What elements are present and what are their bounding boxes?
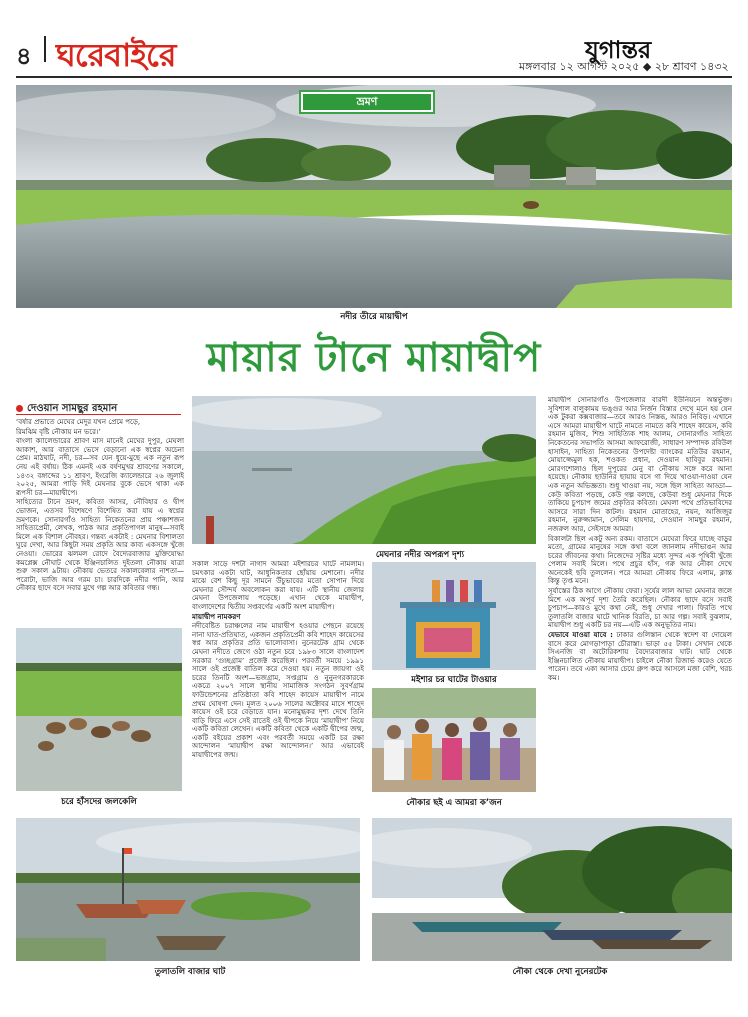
group-caption: নৌকার ছই এ আমরা ক’জন (406, 798, 502, 808)
article-paragraph: বাংলা ক্যালেন্ডারের শ্রাবণ মাস মানেই মেঘের দুপুর, মেঘলা আকাশ, আর বাতাসে ভেসে বেড়ানো এক স্বপ্নের অচেনা প্রেম। মাঠঘাট, নদী, চর—সব যেন ধুয়ে-মুছে এক নতুন রূপ নেয় এই বর্ষায়। ঠিক এমনই এক বর্ষণমুখর শ্রাবণের সকালে, ১৪৩২ বঙ্গাব্দের ১১ শ্রাবণ, ইংরেজি ক্যালেন্ডারে ২৬ জুলাই ২০২৫, আমরা পাড়ি দিই মেঘনার বুকে ভেসে থাকা এক রূপসী চর—মায়াদ্বীপে। (16, 437, 184, 497)
ducks-image (16, 628, 182, 791)
tower-caption: মইশার চর ঘাটের টাওয়ার (411, 675, 497, 685)
tulatoli-caption: তুলাতলি বাজার ঘাট (154, 967, 226, 977)
meghna-image (192, 396, 536, 544)
section-logo: ঘরেবাইরে (56, 36, 176, 74)
article-column-2 (192, 560, 364, 810)
article-paragraph: সকাল সাড়ে দশটা নাগাদ আমরা মইশারচর ঘাটে নামলাম। চমৎকার একটা ঘাট, আধুনিকতার ছোঁয়ায় মেশানো। নদীর মাঝে বেশ কিছু দূর সামনে উঁচুভাবের মতো সোপান দিয়ে মেঘনার সৌন্দর্য অবলোকন করা যায়। এটি স্থানীয় জেলার মেঘনা উপজেলায় পড়েছে। এখান থেকে মায়াদ্বীপ, বাংলাদেশের দ্বিতীয় সপ্তবর্গের একটি অংশ মায়াদ্বীপ। (192, 560, 364, 611)
group-photo (372, 688, 536, 792)
article-column-3 (548, 396, 732, 806)
tower-image (372, 562, 536, 670)
group-image (372, 688, 536, 792)
article-paragraph: সূর্যাস্তের ঠিক আগে নৌকায় ফেরা। সূর্যের লাল আভা মেঘনার জলে মিশে এক অপূর্ব দৃশ্য তৈরি করেছিল। নৌকার ছাদে বসে সবাই চুপচাপ—কারও মুখে কথা নেই, শুধু দেখার পালা। ফিরতি পথে তুলাতলি বাজার ঘাটে খানিক বিরতি, চা আর গল্প। সবাই বুঝলাম, মায়াদ্বীপ শুধু একটি চর নয়—এটি এক অনুভূতির নাম। (548, 587, 732, 630)
masthead: যুগান্তর (585, 35, 652, 64)
tulatoli-photo (16, 818, 360, 961)
hero-caption: নদীর তীরে মায়াদ্বীপ (340, 312, 408, 322)
article-paragraph: বিকালটা ছিল একটু অন্য রকম। বাতাসে মেঘেরা ফিরে যাচ্ছে বাড়ুর মতো, গ্রামের মানুষের সঙ্গে কথা বলে জানলাম নদীভাঙন আর চরের জীবনের কথা। নিজেদের সৃষ্টির মধ্যে সুন্দর এক পৃথিবী খুঁজে পেলাম সবাই মিলে। পথে প্রচুর হাঁস, গরু আর নৌকা দেখে অনেকেই ছবি তুললেন। পরে আমরা নৌকায় ফিরে এলাম, ক্লান্ত কিন্তু তৃপ্ত মনে। (548, 534, 732, 586)
boat-view-photo (372, 818, 732, 961)
article-paragraph: নদীবেষ্টিত চরাঞ্চলের নাম মায়াদ্বীপ হওয়ার পেছনে রয়েছে নানা ঘাত-প্রতিঘাত, একজন প্রকৃতিপ্রেমী কবি শাহেদ কায়েসের স্বপ্ন আর প্রকৃতির প্রতি ভালোবাসা। নুনেরটেক গ্রাম থেকে মেঘনা নদীতে জেগে ওঠা নতুন চরে ১৯৮৩ সালে বাংলাদেশ সরকার ‘গুচ্ছগ্রাম’ প্রজেক্ট করেছিল। পরবর্তী সময়ে ১৯৯১ সালে ওই প্রজেক্ট বাতিল করে দেওয়া হয়। নতুন জায়গা ওই চরের তিনটি অংশ—ভজগ্রাম, সপ্তগ্রাম ও নুনুনগরকারকে একত্রে ২০০৭ সালে স্থানীয় সামাজিক সংগঠন সুবর্ণগ্রাম ফাউন্ডেশনের প্রতিষ্ঠাতা কবি শাহেদ কায়েস মায়াদ্বীপ নামে প্রথম ঘোষণা দেন। মূলত ২০০৬ সালের অক্টোবর মাসে শাহেদ কায়েস ওই চরে বেড়াতে যান। মনোমুগ্ধকর দৃশ্য দেখে তিনি বাড়ি ফিরে এসে সেই রাতেই ওই দ্বীপকে নিয়ে ‘মায়াদ্বীপ’ নিয়ে একটি কবিতা লেখেন। একটি কবিতা থেকে একটি দ্বীপের জন্ম, একটি বইয়ের প্রকাশ এবং পরবর্তী সময়ে একটি চর রক্ষা আন্দোলন ‘মায়াদ্বীপ রক্ষা আন্দোলন।’ আর এভাবেই মায়াদ্বীপের জন্ম। (192, 622, 364, 760)
article-paragraph: মায়াদ্বীপ সোনারগাঁও উপজেলার বারদী ইউনিয়নে অন্তর্ভুক্ত। সুবিশাল বালুকাময় ভঙ্গুর আর নির্জন বিস্তার দেখে মনে হয় যেন এক টুকরা কক্সবাজার—তবে আরও নিস্তব্ধ, আরও নিবিড়। এখানে এসে আমরা মায়াদ্বীপ ঘাটে নামতে নামতে কবি শাহেদ কায়েস, কবি রহমান মুজিব, শিশু সাহিত্যিক শাহ আলম, সোনারগাঁও সাহিত্য নিকেতনের সভাপতি আসমা আফরোজী, সাধারণ সম্পাদক রবিউল হাসাইন, সাহিত্য নিকেতনের উপদেষ্টা ব্যাংকের মতিউর রহমান, মোয়াজ্জেমুল হক, শওকত প্রধান, দেওয়ান হাবিবুর রহমান। মোরগশোলাও ছিল দুপুরের মেনু বা নৌকায় সঙ্গে করে আনা হয়েছে। নৌকায় ছাউনির ছায়ায় বসে গা দিয়ে খাওয়া-দাওয়া যেন এক নতুন অভিজ্ঞতা। শুধু খাওয়া নয়, সঙ্গে ছিল সাহিত্য আড্ডা—কেউ কবিতা পড়ছে, কেউ গল্প বলছে, কেউবা শুধু মেঘনার দিকে তাকিয়ে চুপচাপ জমের প্রকৃতির কবিতা। মেঘলা পথে প্রতিভাবিদের আসরে সারা দিন কাটল। রহমান মোতাহের, নয়ন, আজিজুর রহমান, নুরুজ্জামান, সেলিম হায়দার, দেওয়ান সামছুর রহমান, নজরুল আর, সেইসঙ্গে আমরা। (548, 396, 732, 533)
subheading: যেভাবে যাওয়া যাবে : (548, 631, 613, 640)
page-number: ৪ (16, 41, 32, 70)
tower-photo (372, 562, 536, 670)
byline-rule (16, 414, 181, 415)
boat-view-image (372, 818, 732, 961)
article-column-1 (16, 418, 184, 618)
page-number-separator (44, 36, 46, 62)
byline-bullet-icon (16, 405, 23, 412)
ducks-caption: চরে হাঁসদের জলকেলি (61, 797, 137, 807)
poem-line-1: ‘বর্ষার প্রভাতে মেঘের মেদুর যখন প্রেমে পড়ে, (16, 418, 141, 426)
boat-view-caption: নৌকা থেকে দেখা নুনেরটেক (512, 967, 608, 977)
article-paragraph: সাহিত্যের টানে ভ্রমণ, কবিতা আসর, নৌবিহার ও দ্বীপ ভোজন, এতসব বিশেষণে বিশেষিত করা যায় এ স্বপ্নের ভ্রমণকে। সোনারগাঁও সাহিত্য নিকেতনের প্রায় পঞ্চাশজন সাহিত্যপ্রেমী, লেখক, পাঠক আর প্রকৃতিপাগল মানুষ—সবাই মিলে এক বিশাল নৌবহর। গন্তব্য একটাই : মেঘনার বিশালতা ঘুরে দেখা, আর কিছুটা সময় প্রকৃতি আর কাব্য একসঙ্গে খুঁজে নেওয়া। ভোরের ঝলমল রোদে বৈদ্যেরবাজার মুক্তিযোদ্ধা কমপ্লেক্স নৌঘাট থেকে ইঞ্জিনচালিত দুইতলা নৌকায় যাত্রা শুরু সকাল ৯টায়। নৌকায় ভেতরে সকালবেলার নাশতা—পরোটা, ভাজি আর গরম চা। চারদিকে নদীর পানি, আর নৌকার ছাদে বসে সবার মুখে গল্প আর কবিতার গন্ধ। (16, 498, 184, 593)
headline: মায়ার টানে মায়াদ্বীপ (206, 335, 542, 381)
poem-line-2: রিমঝিম বৃষ্টি নৌকায় মন ভরে।’ (16, 427, 101, 436)
ducks-photo (16, 628, 182, 791)
byline-author: দেওয়ান সামছুর রহমান (27, 403, 118, 414)
hero-image (16, 85, 732, 308)
byline (16, 401, 117, 418)
section-kicker-label: ভ্রমণ (303, 94, 431, 110)
section-kicker (299, 90, 435, 114)
meghna-photo (192, 396, 536, 544)
meghna-caption: মেঘনার নদীর অপরূপ দৃশ্য (375, 550, 465, 560)
dateline: মঙ্গলবার ১২ আগস্ট ২০২৫ ◆ ২৮ শ্রাবণ ১৪৩২ (519, 60, 729, 73)
header-rule (16, 76, 732, 78)
article-paragraph: ঢাকার গুলিস্তান থেকে স্বদেশ বা দোয়েল বাসে করে মোগড়াপাড়া চৌরাস্তা। ভাড়া ৫৫ টাকা। সেখান থেকে সিএনজি বা অটোরিকশায় বৈদ্যেরবাজার ঘাট। ঘাট থেকে ইঞ্জিনচালিত নৌকায় মায়াদ্বীপ। চাইলে নৌকা রিজার্ভ করেও যেতে পারেন। তবে একা আসার চেয়ে গ্রুপ করে আসলে মজা বেশি, খরচ কম। (548, 631, 732, 682)
hero-photo (16, 85, 732, 308)
subheading: মায়াদ্বীপ নামকরণ (192, 612, 241, 621)
tulatoli-image (16, 818, 360, 961)
